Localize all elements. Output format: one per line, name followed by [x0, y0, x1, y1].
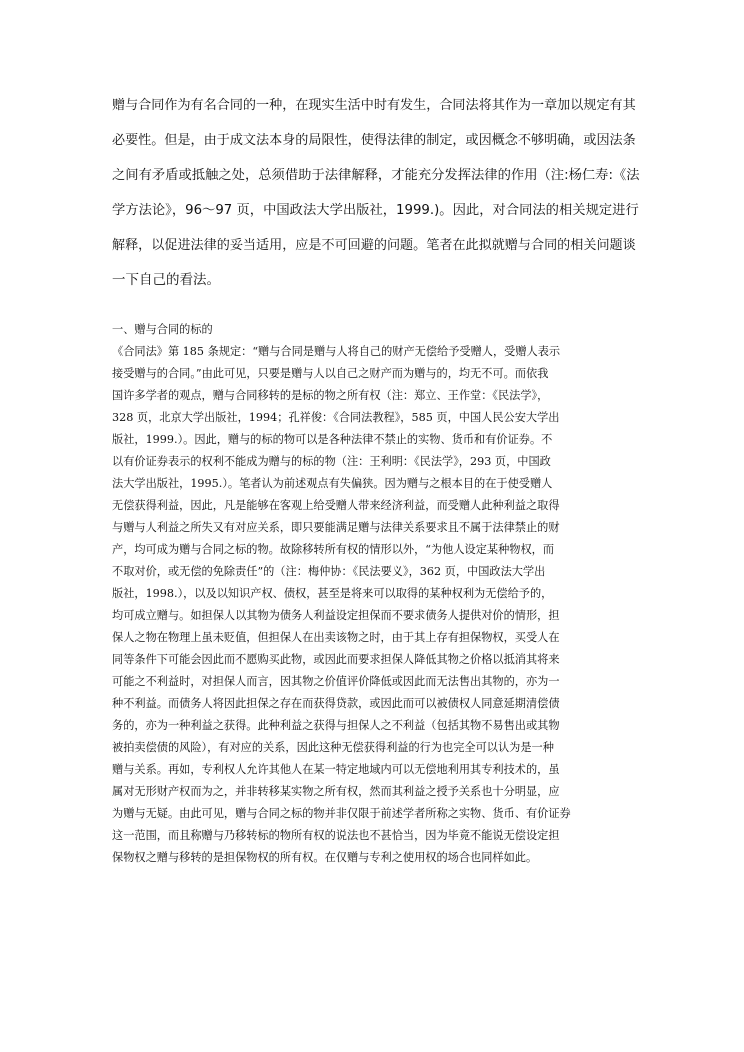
body-line: 均可成立赠与。如担保人以其物为债务人利益设定担保而不要求债务人提供对价的情形，担 — [112, 609, 560, 622]
body-line: 可能之不利益时，对担保人而言，因其物之价值评价降低或因此而无法售出其物的，亦为一 — [112, 675, 560, 688]
body-line: 《合同法》第 185 条规定：“赠与合同是赠与人将自己的财产无偿给予受赠人，受赠人表示 — [112, 345, 561, 358]
body-line: 以有价证券表示的权利不能成为赠与的标的物（注：王利明：《民法学》，293 页，中国政 — [112, 455, 551, 468]
body-line: 被拍卖偿债的风险），有对应的关系，因此这种无偿获得利益的行为也完全可以认为是一种 — [112, 741, 554, 754]
body-line: 同等条件下可能会因此而不愿购买此物，或因此而要求担保人降低其物之价格以抵消其将来 — [112, 653, 560, 666]
body-line: 不取对价，或无偿的免除责任”的（注：梅仲协：《民法要义》，362 页，中国政法大学出 — [112, 565, 546, 578]
intro-line: 赠与合同作为有名合同的一种，在现实生活中时有发生，合同法将其作为一章加以规定有其 — [112, 98, 636, 113]
intro-line: 必要性。但是，由于成文法本身的局限性，使得法律的制定，或因概念不够明确，或因法条 — [112, 133, 636, 148]
body-line: 328 页，北京大学出版社，1994；孔祥俊：《合同法教程》，585 页，中国人民公安大学出 — [112, 411, 560, 424]
body-line: 版社，1999.）。因此，赠与的标的物可以是各种法律不禁止的实物、货币和有价证券。不 — [112, 433, 553, 446]
body-line: 保人之物在物理上虽未贬值，但担保人在出卖该物之时，由于其上存有担保物权，买受人在 — [112, 631, 560, 644]
body-line: 这一范围，而且称赠与乃移转标的物所有权的说法也不甚恰当，因为毕竟不能说无偿设定担 — [112, 829, 560, 842]
body-line: 版社，1998.），以及以知识产权、债权，甚至是将来可以取得的某种权利为无偿给予的， — [112, 587, 553, 600]
intro-paragraph — [112, 88, 642, 298]
intro-line: 学方法论》，96～97 页，中国政法大学出版社，1999.)。因此，对合同法的相关规定进行 — [112, 203, 639, 218]
body-line: 与赠与人利益之所失又有对应关系，即只要能满足赠与法律关系要求且不属于法律禁止的财 — [112, 521, 560, 534]
intro-line: 解释，以促进法律的妥当适用，应是不可回避的问题。笔者在此拟就赠与合同的相关问题谈 — [112, 238, 636, 253]
body-line: 产，均可成为赠与合同之标的物。故除移转所有权的情形以外，“为他人设定某种物权，而 — [112, 543, 555, 556]
body-line: 保物权之赠与移转的是担保物权的所有权。在仅赠与专利之使用权的场合也同样如此。 — [112, 851, 538, 864]
section-subject-matter — [112, 319, 642, 869]
body-line: 国许多学者的观点，赠与合同移转的是标的物之所有权（注：郑立、王作堂：《民法学》， — [112, 389, 549, 402]
body-line: 务的，亦为一种利益之获得。此种利益之获得与担保人之不利益（包括其物不易售出或其物 — [112, 719, 560, 732]
intro-line: 之间有矛盾或抵触之处，总须借助于法律解释，才能充分发挥法律的作用（注:杨仁寿:《法 — [112, 168, 640, 183]
body-line: 法大学出版社，1995.）。笔者认为前述观点有失偏狭。因为赠与之根本目的在于使受赠人 — [112, 477, 553, 490]
body-line: 赠与关系。再如，专利权人允许其他人在某一特定地域内可以无偿地利用其专利技术的，虽 — [112, 763, 560, 776]
body-line: 属对无形财产权而为之，并非转移某实物之所有权，然而其利益之授予关系也十分明显，应 — [112, 785, 560, 798]
body-line: 种不利益。而债务人将因此担保之存在而获得贷款，或因此而可以被债权人同意延期清偿债 — [112, 697, 560, 710]
body-line: 接受赠与的合同。”由此可见，只要是赠与人以自己之财产而为赠与的，均无不可。而依我 — [112, 367, 549, 380]
section-heading: 一、赠与合同的标的 — [112, 323, 213, 336]
body-line: 为赠与无疑。由此可见，赠与合同之标的物并非仅限于前述学者所称之实物、货币、有价证券 — [112, 807, 571, 820]
intro-line: 一下自己的看法。 — [112, 272, 220, 288]
body-line: 无偿获得利益，因此，凡是能够在客观上给受赠人带来经济利益，而受赠人此种利益之取得 — [112, 499, 560, 512]
